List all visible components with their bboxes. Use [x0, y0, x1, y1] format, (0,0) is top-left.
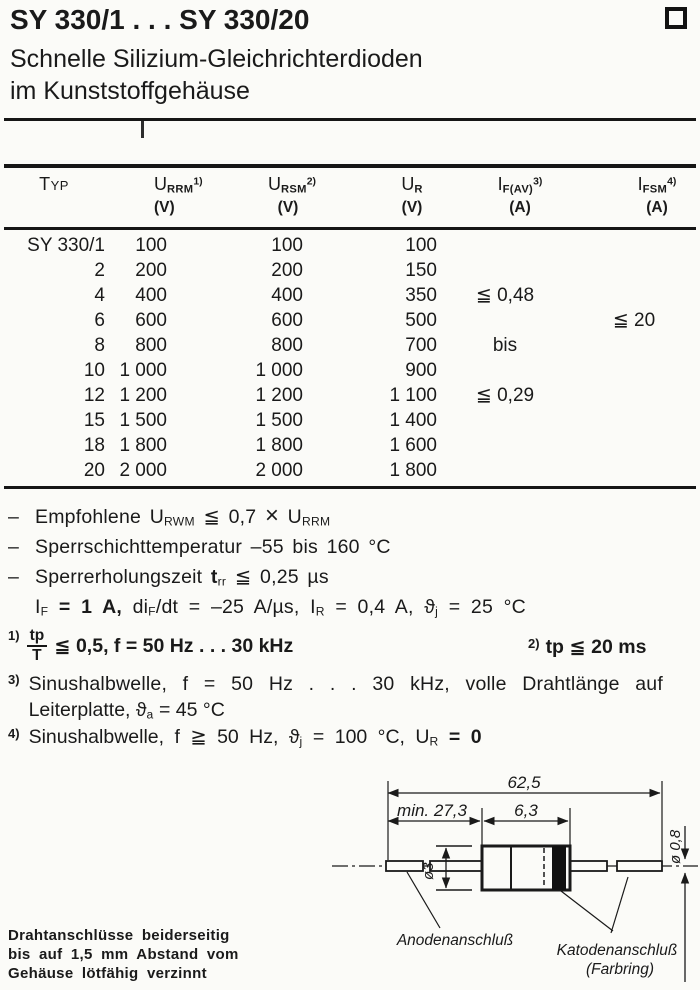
cell-urrm: 200	[135, 260, 167, 281]
cell-ifav: ≦ 0,48	[475, 285, 535, 306]
cathode-band	[552, 846, 566, 890]
note-recovery-time: – Sperrerholungszeit $t_{rr}$ ≦ 0,25 µs	[8, 566, 329, 589]
footnote-3-line-2: Leiterplatte, $ϑ_a = 45$ °C	[28, 699, 225, 722]
table-top-rule	[4, 164, 696, 168]
footnote-1-text: ≦ 0,5, f = 50 Hz . . . 30 kHz	[54, 634, 294, 657]
cell-urrm: 100	[135, 235, 167, 256]
cell-typ: 10	[83, 360, 105, 381]
cell-urrm: 400	[135, 285, 167, 306]
dim-body-len-label: 6,3	[514, 801, 538, 820]
cell-ifsm	[550, 283, 700, 308]
table-bottom-rule	[4, 486, 696, 489]
subtitle-underline	[4, 118, 696, 121]
leader-cathode-band	[561, 891, 613, 931]
cell-ursm: 1 800	[255, 435, 303, 456]
solderability-note	[8, 926, 239, 983]
table-header-rule	[4, 227, 696, 230]
col-header-ifav: $I_{F(AV)}^{3)}$ (A)	[497, 174, 543, 216]
cell-ur: 1 400	[389, 410, 437, 431]
col-header-urrm: $U_{RRM}^{1)}$ (V)	[154, 174, 203, 216]
cell-ifav	[440, 308, 550, 333]
cathode-lead-inner	[570, 861, 607, 871]
page-title: SY 330/1 . . . SY 330/20	[10, 4, 310, 35]
table-header-row	[0, 171, 700, 217]
cell-ursm: 1 500	[255, 410, 303, 431]
footnote-2-marker: 2)	[528, 636, 540, 651]
dim-overall-label: 62,5	[507, 773, 541, 792]
subtitle-line-2: im Kunststoffgehäuse	[10, 77, 250, 105]
footnote-1	[8, 627, 293, 665]
footnote-2	[528, 635, 646, 659]
footnote-2-text: tp ≦ 20 ms	[545, 636, 647, 658]
cell-urrm: 1 000	[119, 360, 167, 381]
package-outline-drawing	[330, 768, 700, 990]
subtitle-line-1: Schnelle Silizium-Gleichrichterdioden	[10, 45, 423, 73]
cell-ur: 150	[405, 260, 437, 281]
page-subtitle	[10, 43, 423, 107]
cell-ifsm	[550, 258, 700, 283]
cell-ur: 900	[405, 360, 437, 381]
cathode-label: Katodenanschluß	[556, 942, 678, 959]
cell-ur: 500	[405, 310, 437, 331]
cell-typ: 18	[83, 435, 105, 456]
duty-cycle-fraction: $\frac{tp}{T}$	[27, 627, 48, 665]
cell-ursm: 1 200	[255, 385, 303, 406]
footnote-4-marker: 4)	[8, 726, 20, 741]
col-header-typ: Typ	[39, 174, 69, 194]
col-header-ifsm: $I_{FSM}^{4)}$ (A)	[637, 174, 677, 216]
cell-ursm: 1 000	[255, 360, 303, 381]
dim-body-dia-label: ø3	[420, 862, 437, 880]
cell-typ: 8	[94, 335, 105, 356]
cathode-lead-outer	[617, 861, 662, 871]
cell-typ: SY 330/1	[27, 235, 105, 256]
cell-typ: 12	[83, 385, 105, 406]
cell-typ: 2	[94, 260, 105, 281]
anode-lead-inner	[430, 861, 482, 871]
cell-ur: 350	[405, 285, 437, 306]
ratings-table-body	[0, 233, 700, 483]
cell-ifsm	[550, 233, 700, 258]
solderability-note-line-2: bis auf 1,5 mm Abstand vom	[8, 946, 239, 963]
solderability-note-line-3: Gehäuse lötfähig verzinnt	[8, 965, 207, 982]
cell-ifsm	[550, 383, 700, 408]
cell-ur: 1 100	[389, 385, 437, 406]
cell-ursm: 800	[271, 335, 303, 356]
footnote-3-marker: 3)	[8, 672, 20, 687]
cell-ursm: 2 000	[255, 460, 303, 481]
cathode-label-farbring: (Farbring)	[585, 961, 655, 978]
cell-ur: 700	[405, 335, 437, 356]
footnote-4	[8, 725, 482, 749]
solderability-note-line-1: Drahtanschlüsse beiderseitig	[8, 927, 230, 944]
col-header-ur: $U_R$ (V)	[401, 174, 423, 216]
corner-square-icon	[665, 7, 687, 29]
footnote-1-marker: 1)	[8, 628, 20, 643]
leader-cathode-lead	[611, 877, 628, 933]
cell-ifsm	[550, 433, 700, 458]
cell-ifsm	[550, 408, 700, 433]
footnote-3-line-1: Sinushalbwelle, f = 50 Hz . . . 30 kHz, volle Drahtlänge auf	[28, 673, 663, 695]
cell-typ: 6	[94, 310, 105, 331]
cell-ursm: 100	[271, 235, 303, 256]
notes-block	[8, 502, 696, 622]
print-artifact	[141, 121, 144, 138]
anode-lead-outer	[386, 861, 423, 871]
cell-ur: 1 800	[389, 460, 437, 481]
cell-ifav: ≦ 0,29	[475, 385, 535, 406]
cell-ursm: 200	[271, 260, 303, 281]
dim-lead-dia-label: ø 0,8	[667, 829, 684, 864]
col-header-ursm: $U_{RSM}^{2)}$ (V)	[268, 174, 316, 216]
cell-ifsm	[550, 358, 700, 383]
footnote-4-text: Sinushalbwelle, f ≧ 50 Hz, $ϑ_j = 100$ °C, $U_R = 0$	[28, 726, 482, 749]
cell-urrm: 1 500	[119, 410, 167, 431]
cell-typ: 4	[94, 285, 105, 306]
footnote-3	[8, 671, 663, 723]
cell-ifav	[440, 458, 550, 483]
cell-urrm: 2 000	[119, 460, 167, 481]
note-junction-temp: – Sperrschichttemperatur –55 bis 160 °C	[8, 536, 391, 558]
cell-ifsm	[550, 458, 700, 483]
cell-ifsm: ≦ 20	[612, 310, 656, 331]
cell-urrm: 1 800	[119, 435, 167, 456]
cell-ifav	[440, 433, 550, 458]
note-urwm: – Empfohlene $U_{RWM}$ ≦ $0,7 \times U_{RRM}$	[8, 502, 331, 529]
cell-urrm: 1 200	[119, 385, 167, 406]
note-test-conditions: $I_F = 1$ A, $di_F/dt = -25$ A/µs, $I_R = 0,4$ A, $ϑ_j = 25$ °C	[35, 596, 526, 619]
cell-urrm: 800	[135, 335, 167, 356]
cell-typ: 15	[83, 410, 105, 431]
anode-label: Anodenanschluß	[396, 932, 514, 949]
cell-urrm: 600	[135, 310, 167, 331]
cell-ifav	[440, 233, 550, 258]
cell-ur: 100	[405, 235, 437, 256]
cell-typ: 20	[83, 460, 105, 481]
cell-ifav: bis	[492, 335, 518, 356]
dim-lead-min-label: min. 27,3	[397, 801, 467, 820]
cell-ifav	[440, 258, 550, 283]
cell-ursm: 600	[271, 310, 303, 331]
cell-ifav	[440, 408, 550, 433]
cell-ifav	[440, 358, 550, 383]
package-drawing-svg	[330, 768, 700, 990]
cell-ursm: 400	[271, 285, 303, 306]
cell-ifsm	[550, 333, 700, 358]
cell-ur: 1 600	[389, 435, 437, 456]
